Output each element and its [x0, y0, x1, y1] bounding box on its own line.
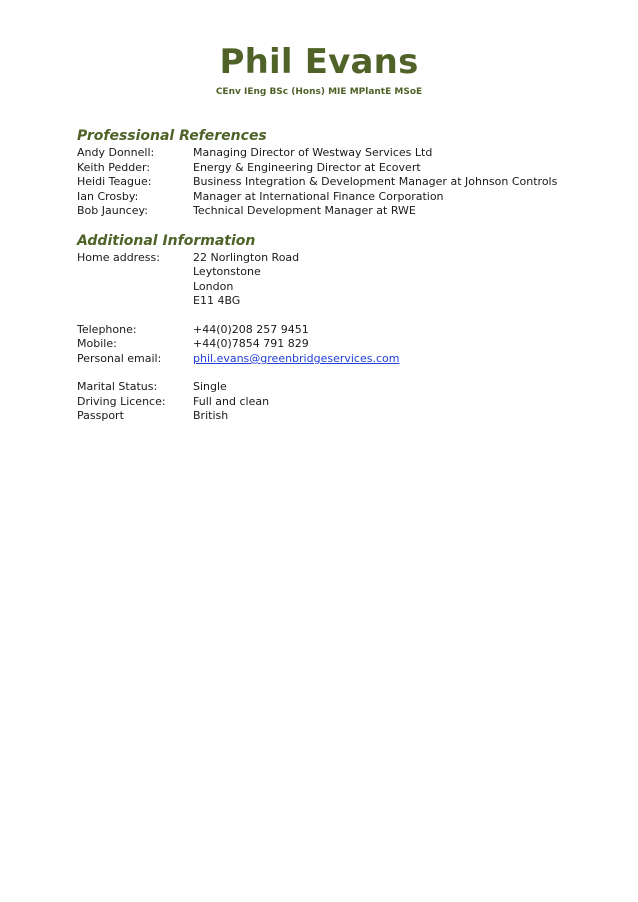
reference-name: Bob Jauncey: — [77, 204, 148, 217]
passport-label: Passport — [77, 409, 124, 422]
address-line: 22 Norlington Road — [193, 251, 300, 264]
address-line: E11 4BG — [193, 294, 241, 307]
home-address-label: Home address: — [77, 251, 160, 264]
credentials-subtitle: CEnv IEng BSc (Hons) MIE MPlantE MSoE — [215, 87, 423, 97]
telephone-value: +44(0)208 257 9451 — [193, 323, 309, 336]
reference-name: Heidi Teague: — [77, 175, 152, 188]
reference-role: Manager at International Finance Corporation — [193, 190, 444, 203]
reference-role: Energy & Engineering Director at Ecovert — [193, 161, 421, 174]
references-heading: Professional References — [77, 128, 267, 144]
address-line: Leytonstone — [193, 265, 261, 278]
mobile-label: Mobile: — [77, 337, 117, 350]
reference-role: Business Integration & Development Manager at Johnson Controls — [193, 175, 558, 188]
reference-role: Technical Development Manager at RWE — [193, 204, 416, 217]
reference-name: Andy Donnell: — [77, 146, 155, 159]
reference-role: Managing Director of Westway Services Ltd — [193, 146, 433, 159]
address-line: London — [193, 280, 234, 293]
marital-status-label: Marital Status: — [77, 380, 158, 393]
mobile-value: +44(0)7854 791 829 — [193, 337, 309, 350]
driving-licence-value: Full and clean — [193, 395, 270, 408]
additional-info-heading: Additional Information — [77, 233, 256, 249]
marital-status-value: Single — [193, 380, 227, 393]
email-link[interactable]: phil.evans@greenbridgeservices.com — [193, 352, 400, 365]
telephone-label: Telephone: — [77, 323, 137, 336]
reference-name: Ian Crosby: — [77, 190, 139, 203]
page-title: Phil Evans — [219, 42, 419, 82]
reference-name: Keith Pedder: — [77, 161, 151, 174]
passport-value: British — [193, 409, 229, 422]
driving-licence-label: Driving Licence: — [77, 395, 166, 408]
email-label: Personal email: — [77, 352, 162, 365]
